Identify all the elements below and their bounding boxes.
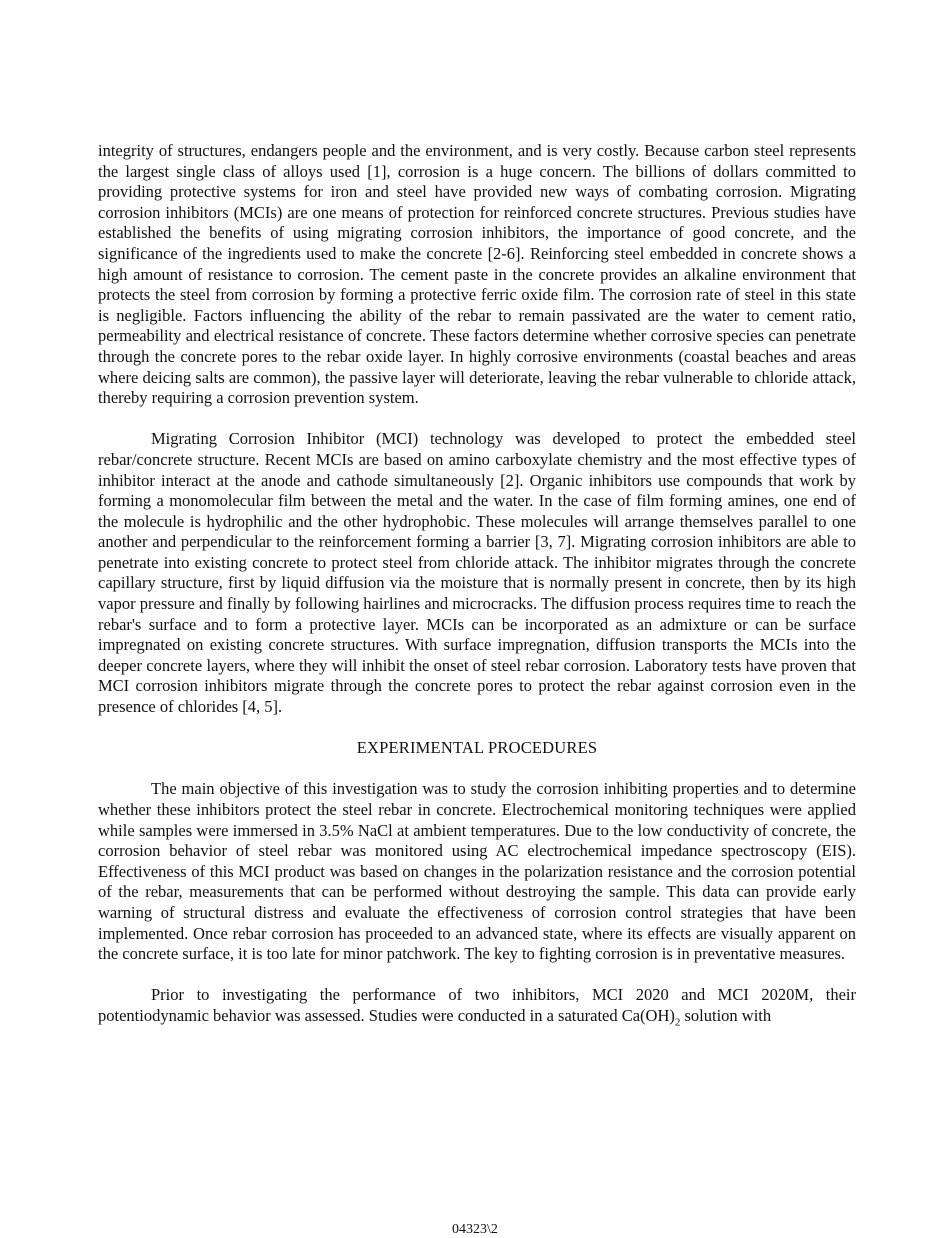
paragraph-potentiodynamic-tail: solution with [680,1005,772,1025]
paragraph-potentiodynamic [98,985,856,1029]
paragraph-mci-technology: Migrating Corrosion Inhibitor (MCI) technology was developed to protect the embedded steel rebar/concrete structure. Recent MCIs are based on amino carboxylate chemistry and the most effective types of inhibitor interact at the anode and cathode simultaneously [2]. Organic inhibitors use compounds that work by forming a monomolecular film between the metal and the water. In the case of film forming amines, one end of the molecule is hydrophilic and the other hydrophobic. These molecules will arrange themselves parallel to one another and perpendicular to the reinforcement forming a barrier [3, 7]. Migrating corrosion inhibitors are able to penetrate into existing concrete to protect steel from chloride attack. The inhibitor migrates through the concrete capillary structure, first by liquid diffusion via the moisture that is normally present in concrete, then by its high vapor pressure and finally by following hairlines and microcracks. The diffusion process requires time to reach the rebar's surface and to form a protective layer. MCIs can be incorporated as an admixture or can be surface impregnated on existing concrete structures. With surface impregnation, diffusion transports the MCIs into the deeper concrete layers, where they will inhibit the onset of steel rebar corrosion. Laboratory tests have proven that MCI corrosion inhibitors migrate through the concrete pores to protect the rebar against corrosion even in the presence of chlorides [4, 5]. [98,429,856,717]
paragraph-objective: The main objective of this investigation was to study the corrosion inhibiting properties and to determine whether these inhibitors protect the steel rebar in concrete. Electrochemical monitoring techniques were applied while samples were immersed in 3.5% NaCl at ambient temperatures. Due to the low conductivity of concrete, the corrosion behavior of steel rebar was monitored using AC electrochemical impedance spectroscopy (EIS). Effectiveness of this MCI product was based on changes in the polarization resistance and the corrosion potential of the rebar, measurements that can be performed without destroying the sample. This data can provide early warning of structural distress and evaluate the effectiveness of corrosion control strategies that have been implemented. Once rebar corrosion has proceeded to an advanced state, where its effects are visually apparent on the concrete surface, it is too late for minor patchwork. The key to fighting corrosion is in preventative measures. [98,779,856,964]
calcium-hydroxide-subscript: 2 [674,1016,681,1029]
section-heading-experimental-procedures: EXPERIMENTAL PROCEDURES [356,738,598,758]
paragraph-intro-continued: integrity of structures, endangers people and the environment, and is very costly. Because carbon steel represents the largest single class of alloys used [1], corrosion is a huge concern. The billions of dollars committed to providing protective systems for iron and steel have provided new ways of combating corrosion. Migrating corrosion inhibitors (MCIs) are one means of protection for reinforced concrete structures. Previous studies have established the benefits of using migrating corrosion inhibitors, the importance of good concrete, and the significance of the ingredients used to make the concrete [2-6]. Reinforcing steel embedded in concrete shows a high amount of resistance to corrosion. The cement paste in the concrete provides an alkaline environment that protects the steel from corrosion by forming a protective ferric oxide film. The corrosion rate of steel in this state is negligible. Factors influencing the ability of the rebar to remain passivated are the water to cement ratio, permeability and electrical resistance of concrete. These factors determine whether corrosive species can penetrate through the concrete pores to the rebar oxide layer. In highly corrosive environments (coastal beaches and areas where deicing salts are common), the passive layer will deteriorate, leaving the rebar vulnerable to chloride attack, thereby requiring a corrosion prevention system. [98,141,856,408]
page-footer-code: 04323\2 [452,1222,498,1237]
paragraph-potentiodynamic-text: Prior to investigating the performance of two inhibitors, MCI 2020 and MCI 2020M, their potentiodynamic behavior was assessed. Studies were conducted in a saturated Ca(OH) [98,985,856,1025]
document-body [98,141,856,1027]
